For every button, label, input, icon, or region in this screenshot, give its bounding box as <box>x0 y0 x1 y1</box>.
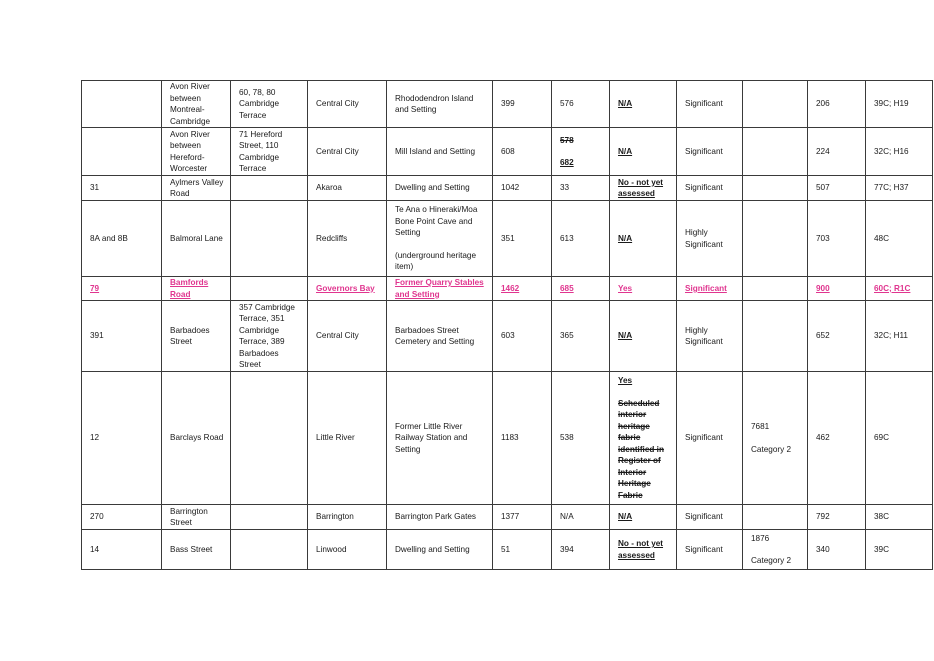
area-cell: Linwood <box>308 530 387 570</box>
ref-a-cell: 351 <box>493 201 552 277</box>
significance-cell <box>677 277 743 301</box>
ref-c-cell: 652 <box>808 301 866 372</box>
listing-cell <box>743 81 808 128</box>
ref-c-cell: 507 <box>808 176 866 201</box>
assessed-cell <box>610 277 677 301</box>
ref-b-value: 685 <box>560 283 574 293</box>
area-cell: Redcliffs <box>308 201 387 277</box>
number-cell: 31 <box>82 176 162 201</box>
area-cell: Akaroa <box>308 176 387 201</box>
map-ref-cell: 32C; H11 <box>866 301 933 372</box>
significance-cell: Significant <box>677 176 743 201</box>
ref-b-cell: 576 <box>552 81 610 128</box>
assessed-struck-note: Scheduled interior heritage fabric identified in Register of Interior Heritage Fabric <box>618 398 664 500</box>
listing-cell <box>743 176 808 201</box>
ref-a-cell: 51 <box>493 530 552 570</box>
assessed-cell <box>610 301 677 372</box>
street-cell: Barrington Street <box>162 505 231 530</box>
map-ref-cell: 77C; H37 <box>866 176 933 201</box>
assessed-value: N/A <box>618 99 633 109</box>
ref-a-cell <box>493 277 552 301</box>
assessed-value: Yes <box>618 283 633 293</box>
listing-cell <box>743 301 808 372</box>
area-cell <box>308 277 387 301</box>
description-value: Former Quarry Stables and Setting <box>395 278 484 299</box>
street-cell: Barbadoes Street <box>162 301 231 372</box>
map-ref-cell: 39C; H19 <box>866 81 933 128</box>
listing-number: 7681 <box>751 422 770 431</box>
table-row <box>82 201 933 277</box>
ref-a-cell: 603 <box>493 301 552 372</box>
description-cell: Former Little River Railway Station and Setting <box>387 372 493 505</box>
area-cell: Central City <box>308 128 387 176</box>
assessed-value: N/A <box>618 146 633 156</box>
assessed-value: N/A <box>618 512 633 522</box>
area-cell: Central City <box>308 301 387 372</box>
map-ref-cell: 69C <box>866 372 933 505</box>
assessed-cell <box>610 372 677 505</box>
significance-value: Significant <box>685 283 727 293</box>
table-row <box>82 372 933 505</box>
significance-cell: Significant <box>677 530 743 570</box>
ref-b-old-value: 578 <box>560 135 574 145</box>
ref-b-cell <box>552 277 610 301</box>
assessed-value: Yes <box>618 376 633 385</box>
ref-a-cell: 1042 <box>493 176 552 201</box>
ref-a-cell: 1183 <box>493 372 552 505</box>
ref-c-value: 900 <box>816 283 830 293</box>
area-cell: Barrington <box>308 505 387 530</box>
listing-cell <box>743 530 808 570</box>
map-ref-cell: 38C <box>866 505 933 530</box>
address-detail-cell: 60, 78, 80 Cambridge Terrace <box>231 81 308 128</box>
assessed-cell <box>610 128 677 176</box>
table-row <box>82 81 933 128</box>
ref-c-cell: 340 <box>808 530 866 570</box>
significance-cell: Significant <box>677 128 743 176</box>
description-cell <box>387 277 493 301</box>
listing-cell <box>743 372 808 505</box>
street-cell: Barclays Road <box>162 372 231 505</box>
number-cell: 12 <box>82 372 162 505</box>
description-value: Te Ana o Hineraki/Moa Bone Point Cave and Setting <box>395 205 478 238</box>
address-detail-cell <box>231 372 308 505</box>
assessed-cell <box>610 81 677 128</box>
map-ref-cell <box>866 277 933 301</box>
ref-a-cell: 1377 <box>493 505 552 530</box>
area-cell: Central City <box>308 81 387 128</box>
ref-b-cell: 365 <box>552 301 610 372</box>
address-detail-cell <box>231 201 308 277</box>
number-cell: 391 <box>82 301 162 372</box>
ref-b-cell: 394 <box>552 530 610 570</box>
table-row <box>82 277 933 301</box>
number-cell <box>82 277 162 301</box>
description-cell: Rhododendron Island and Setting <box>387 81 493 128</box>
ref-a-cell: 399 <box>493 81 552 128</box>
number-cell: 14 <box>82 530 162 570</box>
assessed-cell <box>610 505 677 530</box>
description-cell: Barrington Park Gates <box>387 505 493 530</box>
listing-category: Category 2 <box>751 444 792 454</box>
map-ref-cell: 39C <box>866 530 933 570</box>
description-cell <box>387 201 493 277</box>
ref-a-cell: 608 <box>493 128 552 176</box>
description-cell: Barbadoes Street Cemetery and Setting <box>387 301 493 372</box>
table-row <box>82 530 933 570</box>
number-cell: 270 <box>82 505 162 530</box>
ref-c-cell: 792 <box>808 505 866 530</box>
listing-cell <box>743 128 808 176</box>
significance-cell: Significant <box>677 372 743 505</box>
ref-c-cell <box>808 277 866 301</box>
ref-b-cell: 538 <box>552 372 610 505</box>
area-value: Governors Bay <box>316 283 375 293</box>
significance-cell: Significant <box>677 81 743 128</box>
address-detail-cell <box>231 530 308 570</box>
ref-b-cell: 613 <box>552 201 610 277</box>
listing-cell <box>743 277 808 301</box>
assessed-value: N/A <box>618 331 633 341</box>
street-value: Bamfords Road <box>170 278 209 299</box>
map-ref-cell: 32C; H16 <box>866 128 933 176</box>
area-cell: Little River <box>308 372 387 505</box>
description-cell: Dwelling and Setting <box>387 176 493 201</box>
table-row <box>82 301 933 372</box>
map-ref-value: 60C; R1C <box>874 283 911 293</box>
listing-category: Category 2 <box>751 556 792 565</box>
street-cell: Aylmers Valley Road <box>162 176 231 201</box>
address-detail-cell <box>231 505 308 530</box>
ref-b-cell <box>552 128 610 176</box>
listing-cell <box>743 201 808 277</box>
table-row <box>82 176 933 201</box>
assessed-cell <box>610 201 677 277</box>
significance-cell: Significant <box>677 505 743 530</box>
assessed-value: No - not yet assessed <box>618 177 664 198</box>
street-cell: Avon River between Montreal-Cambridge <box>162 81 231 128</box>
number-cell <box>82 128 162 176</box>
ref-c-cell: 224 <box>808 128 866 176</box>
assessed-value: N/A <box>618 233 633 243</box>
description-note: (underground heritage item) <box>395 250 477 272</box>
number-value: 79 <box>90 283 100 293</box>
address-detail-cell <box>231 277 308 301</box>
map-ref-cell: 48C <box>866 201 933 277</box>
table-row <box>82 505 933 530</box>
ref-c-cell: 703 <box>808 201 866 277</box>
assessed-cell <box>610 176 677 201</box>
ref-c-cell: 206 <box>808 81 866 128</box>
number-cell <box>82 81 162 128</box>
address-detail-cell: 71 Hereford Street, 110 Cambridge Terrace <box>231 128 308 176</box>
street-cell: Bass Street <box>162 530 231 570</box>
ref-c-cell: 462 <box>808 372 866 505</box>
ref-b-new-value: 682 <box>560 158 574 167</box>
ref-b-cell: N/A <box>552 505 610 530</box>
listing-number: 1876 <box>751 533 770 543</box>
description-cell: Mill Island and Setting <box>387 128 493 176</box>
description-cell: Dwelling and Setting <box>387 530 493 570</box>
ref-b-cell: 33 <box>552 176 610 201</box>
address-detail-cell <box>231 176 308 201</box>
listing-cell <box>743 505 808 530</box>
ref-a-value: 1462 <box>501 283 520 293</box>
assessed-value: No - not yet assessed <box>618 539 664 560</box>
table-row <box>82 128 933 176</box>
number-cell: 8A and 8B <box>82 201 162 277</box>
significance-cell: Highly Significant <box>677 201 743 277</box>
street-cell: Avon River between Hereford-Worcester <box>162 128 231 176</box>
significance-cell: Highly Significant <box>677 301 743 372</box>
address-detail-cell: 357 Cambridge Terrace, 351 Cambridge Terrace, 389 Barbadoes Street <box>231 301 308 372</box>
street-cell: Balmoral Lane <box>162 201 231 277</box>
assessed-cell <box>610 530 677 570</box>
heritage-schedule-table <box>81 80 933 570</box>
street-cell <box>162 277 231 301</box>
